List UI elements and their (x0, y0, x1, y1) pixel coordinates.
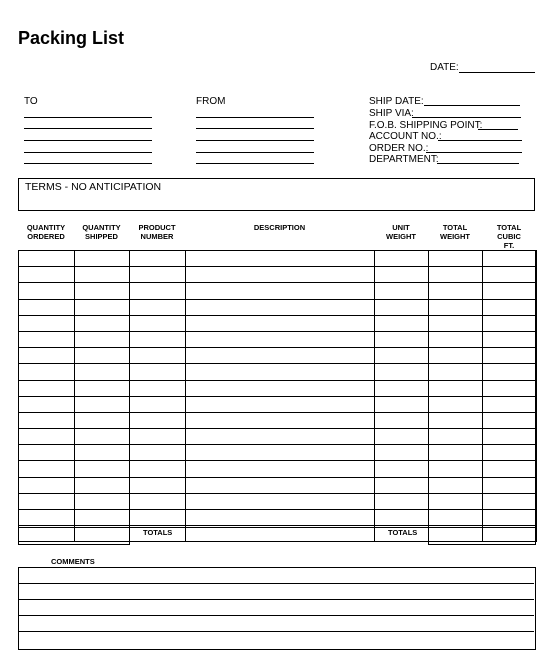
table-cell[interactable] (130, 477, 186, 493)
table-cell[interactable] (130, 283, 186, 299)
from-line[interactable] (196, 152, 314, 153)
table-row (19, 251, 537, 267)
to-label: TO (24, 96, 38, 107)
table-cell[interactable] (483, 510, 537, 526)
order-no-label: ORDER NO.: (369, 143, 429, 154)
table-cell[interactable] (19, 315, 75, 331)
table-cell[interactable] (375, 299, 429, 315)
table-cell[interactable] (19, 461, 75, 477)
table-cell[interactable] (19, 283, 75, 299)
table-cell[interactable] (75, 331, 130, 347)
comments-label: COMMENTS (51, 557, 95, 566)
table-cell[interactable] (375, 477, 429, 493)
table-row (19, 510, 537, 526)
totals-left-box[interactable] (18, 527, 130, 545)
table-cell[interactable] (19, 396, 75, 412)
header-total-cubic (482, 223, 536, 250)
table-cell[interactable] (186, 412, 375, 428)
from-label: FROM (196, 96, 226, 107)
table-cell[interactable] (186, 493, 375, 509)
table-cell[interactable] (375, 445, 429, 461)
table-cell[interactable] (19, 299, 75, 315)
table-cell[interactable] (375, 251, 429, 267)
table-cell[interactable] (429, 348, 483, 364)
table-cell[interactable] (19, 348, 75, 364)
items-table (18, 250, 537, 542)
table-cell[interactable] (429, 429, 483, 445)
table-cell[interactable] (186, 283, 375, 299)
table-cell[interactable] (375, 283, 429, 299)
header-line: TOTAL (442, 223, 468, 232)
table-cell[interactable] (186, 348, 375, 364)
table-cell[interactable] (429, 380, 483, 396)
from-line[interactable] (196, 140, 314, 141)
header-line: QUANTITY (26, 223, 66, 232)
table-cell[interactable] (19, 493, 75, 509)
table-cell[interactable] (483, 493, 537, 509)
table-cell[interactable] (75, 445, 130, 461)
table-cell[interactable] (75, 493, 130, 509)
table-cell[interactable] (75, 364, 130, 380)
table-cell[interactable] (75, 283, 130, 299)
table-cell[interactable] (186, 510, 375, 526)
table-cell[interactable] (75, 461, 130, 477)
header-line: NUMBER (140, 232, 174, 241)
comment-line[interactable] (19, 599, 534, 600)
fob-field[interactable] (478, 129, 518, 130)
table-row (19, 364, 537, 380)
account-no-field[interactable] (438, 140, 522, 141)
account-no-label: ACCOUNT NO.: (369, 131, 442, 142)
totals-right-box[interactable] (428, 527, 536, 545)
header-line: CUBIC (497, 232, 521, 241)
table-cell[interactable] (130, 299, 186, 315)
table-cell[interactable] (19, 364, 75, 380)
table-cell[interactable] (429, 267, 483, 283)
totals-label-left: TOTALS (143, 528, 173, 537)
ship-via-field[interactable] (412, 117, 521, 118)
table-cell[interactable] (429, 461, 483, 477)
table-cell[interactable] (429, 510, 483, 526)
table-row (19, 331, 537, 347)
header-product-number (129, 223, 185, 241)
table-cell[interactable] (429, 477, 483, 493)
table-cell[interactable] (130, 396, 186, 412)
table-cell[interactable] (130, 251, 186, 267)
table-cell[interactable] (375, 380, 429, 396)
comments-box[interactable] (18, 567, 536, 650)
table-cell[interactable] (483, 461, 537, 477)
page-title: Packing List (18, 28, 125, 48)
table-cell[interactable] (186, 429, 375, 445)
table-cell[interactable] (375, 364, 429, 380)
from-line[interactable] (196, 128, 314, 129)
comment-line[interactable] (19, 583, 534, 584)
table-cell[interactable] (429, 299, 483, 315)
table-cell[interactable] (130, 267, 186, 283)
header-line: UNIT (392, 223, 410, 232)
header-line: DESCRIPTION (253, 223, 306, 232)
header-line: PRODUCT (138, 223, 176, 232)
table-row (19, 396, 537, 412)
table-cell[interactable] (375, 396, 429, 412)
table-row (19, 445, 537, 461)
table-row (19, 283, 537, 299)
table-cell[interactable] (429, 445, 483, 461)
table-cell[interactable] (483, 396, 537, 412)
to-line[interactable] (24, 163, 152, 164)
table-cell[interactable] (19, 412, 75, 428)
to-line[interactable] (24, 152, 152, 153)
table-cell[interactable] (375, 267, 429, 283)
ship-via-label: SHIP VIA: (369, 108, 414, 119)
table-cell[interactable] (75, 477, 130, 493)
comment-line[interactable] (19, 631, 534, 632)
table-row (19, 348, 537, 364)
totals-label-right: TOTALS (388, 528, 418, 537)
table-row (19, 299, 537, 315)
table-cell[interactable] (186, 380, 375, 396)
table-cell[interactable] (75, 348, 130, 364)
table-cell[interactable] (130, 445, 186, 461)
table-cell[interactable] (130, 461, 186, 477)
table-row (19, 267, 537, 283)
table-cell[interactable] (19, 445, 75, 461)
table-cell[interactable] (186, 461, 375, 477)
table-cell[interactable] (75, 380, 130, 396)
from-line[interactable] (196, 163, 314, 164)
table-cell[interactable] (483, 412, 537, 428)
table-cell[interactable] (429, 251, 483, 267)
header-qty-ordered (18, 223, 74, 241)
table-cell[interactable] (483, 315, 537, 331)
to-line[interactable] (24, 128, 152, 129)
table-cell[interactable] (483, 299, 537, 315)
table-cell[interactable] (483, 348, 537, 364)
table-row (19, 380, 537, 396)
table-cell[interactable] (75, 396, 130, 412)
table-cell[interactable] (483, 267, 537, 283)
table-cell[interactable] (375, 348, 429, 364)
header-total-weight (428, 223, 482, 241)
header-unit-weight (374, 223, 428, 241)
table-cell[interactable] (75, 299, 130, 315)
table-cell[interactable] (130, 380, 186, 396)
table-cell[interactable] (483, 380, 537, 396)
table-cell[interactable] (19, 331, 75, 347)
date-label: DATE: (430, 62, 459, 73)
table-cell[interactable] (130, 412, 186, 428)
table-cell[interactable] (375, 510, 429, 526)
table-cell[interactable] (75, 267, 130, 283)
table-cell[interactable] (429, 412, 483, 428)
table-cell[interactable] (375, 429, 429, 445)
ship-date-label: SHIP DATE: (369, 96, 424, 107)
table-cell[interactable] (19, 380, 75, 396)
terms-box (18, 178, 535, 211)
table-cell[interactable] (483, 331, 537, 347)
table-cell[interactable] (75, 429, 130, 445)
department-field[interactable] (437, 163, 519, 164)
table-cell[interactable] (186, 364, 375, 380)
table-cell[interactable] (375, 331, 429, 347)
table-row (19, 477, 537, 493)
table-row (19, 493, 537, 509)
table-cell[interactable] (75, 412, 130, 428)
table-cell[interactable] (375, 493, 429, 509)
table-cell[interactable] (75, 510, 130, 526)
table-cell[interactable] (483, 251, 537, 267)
table-cell[interactable] (19, 267, 75, 283)
table-cell[interactable] (375, 412, 429, 428)
table-cell[interactable] (186, 267, 375, 283)
table-cell[interactable] (130, 364, 186, 380)
table-cell[interactable] (186, 477, 375, 493)
table-cell[interactable] (130, 315, 186, 331)
table-cell[interactable] (483, 445, 537, 461)
header-description (185, 223, 374, 232)
from-line[interactable] (196, 117, 314, 118)
table-cell[interactable] (186, 251, 375, 267)
table-cell[interactable] (75, 315, 130, 331)
table-cell[interactable] (130, 493, 186, 509)
table-cell[interactable] (186, 331, 375, 347)
header-line: WEIGHT (440, 232, 470, 241)
table-cell[interactable] (75, 251, 130, 267)
table-cell[interactable] (483, 364, 537, 380)
table-cell[interactable] (19, 510, 75, 526)
table-cell[interactable] (429, 493, 483, 509)
to-line[interactable] (24, 140, 152, 141)
header-line: SHIPPED (85, 232, 118, 241)
table-cell[interactable] (130, 510, 186, 526)
table-cell[interactable] (186, 526, 375, 542)
table-cell[interactable] (483, 477, 537, 493)
table-cell[interactable] (429, 331, 483, 347)
header-line: TOTAL (496, 223, 522, 232)
header-line: ORDERED (27, 232, 65, 241)
table-cell[interactable] (19, 477, 75, 493)
header-line: QUANTITY (82, 223, 121, 232)
header-qty-shipped (74, 223, 129, 241)
table-row (19, 412, 537, 428)
date-field[interactable] (459, 72, 535, 73)
table-cell[interactable] (483, 283, 537, 299)
table-row (19, 461, 537, 477)
to-line[interactable] (24, 117, 152, 118)
table-cell[interactable] (429, 364, 483, 380)
table-cell[interactable] (429, 315, 483, 331)
terms-text: TERMS - NO ANTICIPATION (25, 181, 162, 193)
order-no-field[interactable] (426, 152, 522, 153)
comment-line[interactable] (19, 615, 534, 616)
table-cell[interactable] (429, 396, 483, 412)
table-cell[interactable] (429, 283, 483, 299)
table-cell[interactable] (19, 251, 75, 267)
table-row (19, 315, 537, 331)
department-label: DEPARTMENT: (369, 154, 439, 165)
table-cell[interactable] (186, 445, 375, 461)
table-cell[interactable] (375, 461, 429, 477)
table-cell[interactable] (186, 315, 375, 331)
table-cell[interactable] (375, 315, 429, 331)
table-cell[interactable] (130, 348, 186, 364)
ship-date-field[interactable] (424, 105, 520, 106)
table-cell[interactable] (186, 299, 375, 315)
fob-label: F.O.B. SHIPPING POINT: (369, 120, 483, 131)
table-cell[interactable] (130, 331, 186, 347)
header-line: WEIGHT (386, 232, 416, 241)
table-cell[interactable] (130, 429, 186, 445)
table-cell[interactable] (186, 396, 375, 412)
table-cell[interactable] (19, 429, 75, 445)
table-row (19, 429, 537, 445)
header-line: FT. (503, 241, 515, 250)
table-cell[interactable] (483, 429, 537, 445)
